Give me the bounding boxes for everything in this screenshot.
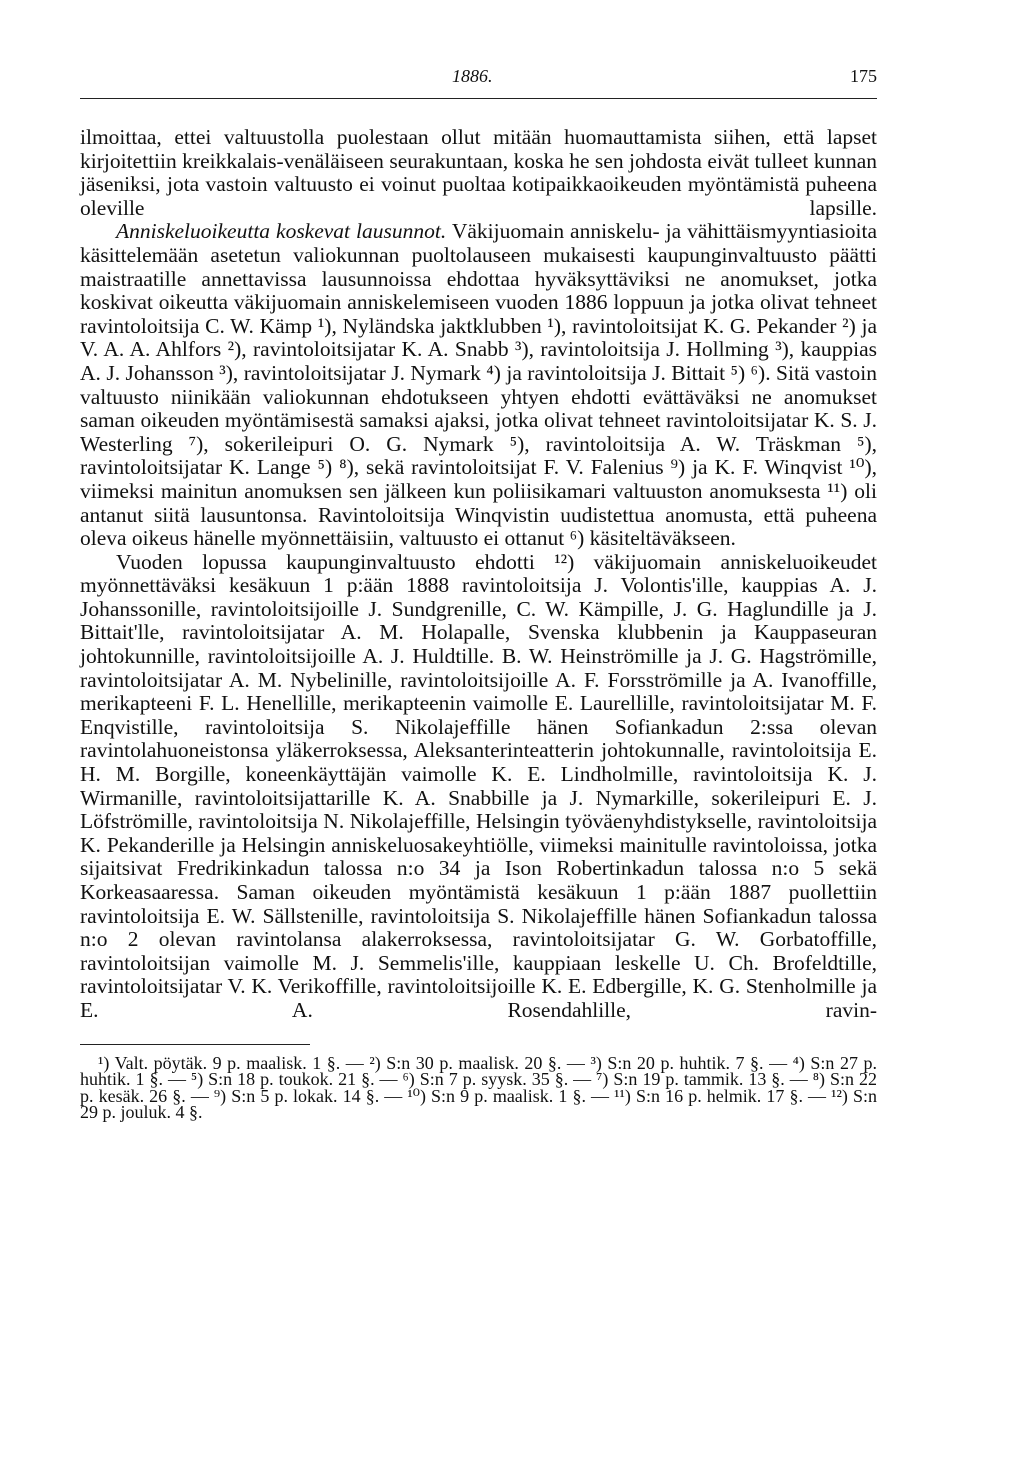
page-number: 175: [850, 66, 877, 86]
paragraph-1: ilmoittaa, ettei valtuustolla puolestaan ollut mitään huomauttamista siihen, että lapset kirjoitettiin kreikkalais-venäläiseen seurakuntaan, koska he sen johdosta eivät tulleet kunnan jäseniksi, jota vastoin valtuusto ei voinut puoltaa kotipaikkaoikeuden myöntämistä puheena oleville lapsille.: [80, 125, 877, 220]
section-heading: Anniskeluoikeutta koskevat lausunnot.: [116, 219, 447, 244]
header-rule: [80, 98, 877, 99]
footnote-rule: [80, 1044, 310, 1045]
paragraph-2: [80, 220, 877, 550]
paragraph-3: Vuoden lopussa kaupunginvaltuusto ehdotti ¹²) väkijuomain anniskeluoikeudet myönnettäväksi kesäkuun 1 p:ään 1888 ravintoloitsija J. Volontis'ille, kauppias A. J. Johanssonille, ravintoloitsijoille J. Sundgrenille, C. W. Kämpille, J. G. Haglundille ja J. Bittait'lle, ravintoloitsijatar A. M. Holapalle, Svenska klubbenin ja Kauppaseuran johtokunnille, ravintoloitsijoille A. J. Huldtille. B. W. Heinströmille ja J. G. Hagströmille, ravintoloitsijatar A. M. Nybelinille, ravintoloitsijoille A. F. Forsströmille ja A. Ivanoffille, merikapteeni F. L. Henellille, merikapteenin vaimolle E. Laurellille, ravintoloitsijatar M. F. Enqvistille, ravintoloitsija S. Nikolajeffille hänen Sofiankadun 2:ssa olevan ravintolahuoneistonsa yläkerroksessa, Aleksanterinteatterin johtokunnalle, ravintoloitsija E. H. M. Borgille, koneenkäyttäjän vaimolle K. E. Lindholmille, ravintoloitsija K. J. Wirmanille, ravintoloitsijattarille K. A. Snabbille ja J. Nymarkille, sokerileipuri E. J. Löfströmille, ravintoloitsija N. Nikolajeffille, Helsingin työväenyhdistykselle, ravintoloitsija K. Pekanderille ja Helsingin anniskeluosakeyhtiölle, viimeksi mainitulle ravintoloissa, jotka sijaitsivat Fredrikinkadun talossa n:o 34 ja Ison Robertinkadun talossa n:o 5 sekä Korkeasaaressa. Saman oikeuden myöntämistä kesäkuun 1 p:ään 1887 puollettiin ravintoloitsija E. W. Sällstenille, ravintoloitsija S. Nikolajeffille hänen Sofiankadun talossa n:o 2 olevan ravintolansa alakerroksessa, ravintoloitsijatar G. W. Gorbatoffille, ravintoloitsijan vaimolle M. J. Semmelis'ille, kauppiaan leskelle U. Ch. Brofeldtille, ravintoloitsijatar V. K. Verikoffille, ravintoloitsijoille K. E. Edbergille, K. G. Stenholmille ja E. A. Rosendahlille, ravin-: [80, 549, 877, 1022]
footnotes: [80, 1052, 877, 1123]
main-text: [80, 126, 877, 1023]
footnote-text: ¹) Valt. pöytäk. 9 p. maalisk. 1 §. — ²) S:n 30 p. maalisk. 20 §. — ³) S:n 20 p. huhtik. 7 §. — ⁴) S:n 27 p. huhtik. 1 §. — ⁵) S:n 18 p. toukok. 21 §. — ⁶) S:n 7 p. syysk. 35 §. — ⁷) S:n 19 p. tammik. 13 §. — ⁸) S:n 22 p. kesäk. 26 §. — ⁹) S:n 5 p. lokak. 14 §. — ¹⁰) S:n 9 p. maalisk. 1 §. — ¹¹) S:n 16 p. helmik. 17 §. — ¹²) S:n 29 p. jouluk. 4 §.: [80, 1052, 877, 1123]
running-header: [80, 64, 877, 98]
paragraph-2-text: Väkijuomain anniskelu- ja vähittäismyyntiasioita käsittelemään asetetun valiokunnan puoltolauseen mukaisesti kaupunginvaltuusto päätti maistraatille annettavissa lausunnoissa ehdottaa hyväksyttäviksi ne anomukset, jotka koskivat oikeutta väkijuomain anniskelemiseen vuoden 1886 loppuun ja jotka olivat tehneet ravintoloitsija C. W. Kämp ¹), Nyländska jaktklubben ¹), ravintoloitsijat K. G. Pekander ²) ja V. A. A. Ahlfors ²), ravintoloitsijatar K. A. Snabb ³), ravintoloitsija J. Hollming ³), kauppias A. J. Johansson ³), ravintoloitsijatar J. Nymark ⁴) ja ravintoloitsija J. Bittait ⁵) ⁶). Sitä vastoin valtuusto niinikään valiokunnan ehdotukseen yhtyen ehdotti evättäväksi ne anomukset saman oikeuden myöntämisestä samaksi ajaksi, jotka olivat tehneet ravintoloitsijatar K. S. J. Westerling ⁷), sokerileipuri O. G. Nymark ⁵), ravintoloitsija A. W. Träskman ⁵), ravintoloitsijatar K. Lange ⁵) ⁸), sekä ravintoloitsijat F. V. Falenius ⁹) ja K. F. Winqvist ¹⁰), viimeksi mainitun anomuksen sen jälkeen kun poliisikamari valtuuston anomuksesta ¹¹) oli antanut siitä lausuntonsa. Ravintoloitsija Winqvistin uudistettua anomusta, että puheena oleva oikeus hänelle myönnettäisiin, valtuusto ei ottanut ⁶) käsiteltäväkseen.: [80, 219, 877, 551]
header-year: 1886.: [452, 66, 493, 86]
book-page: [80, 64, 877, 1121]
